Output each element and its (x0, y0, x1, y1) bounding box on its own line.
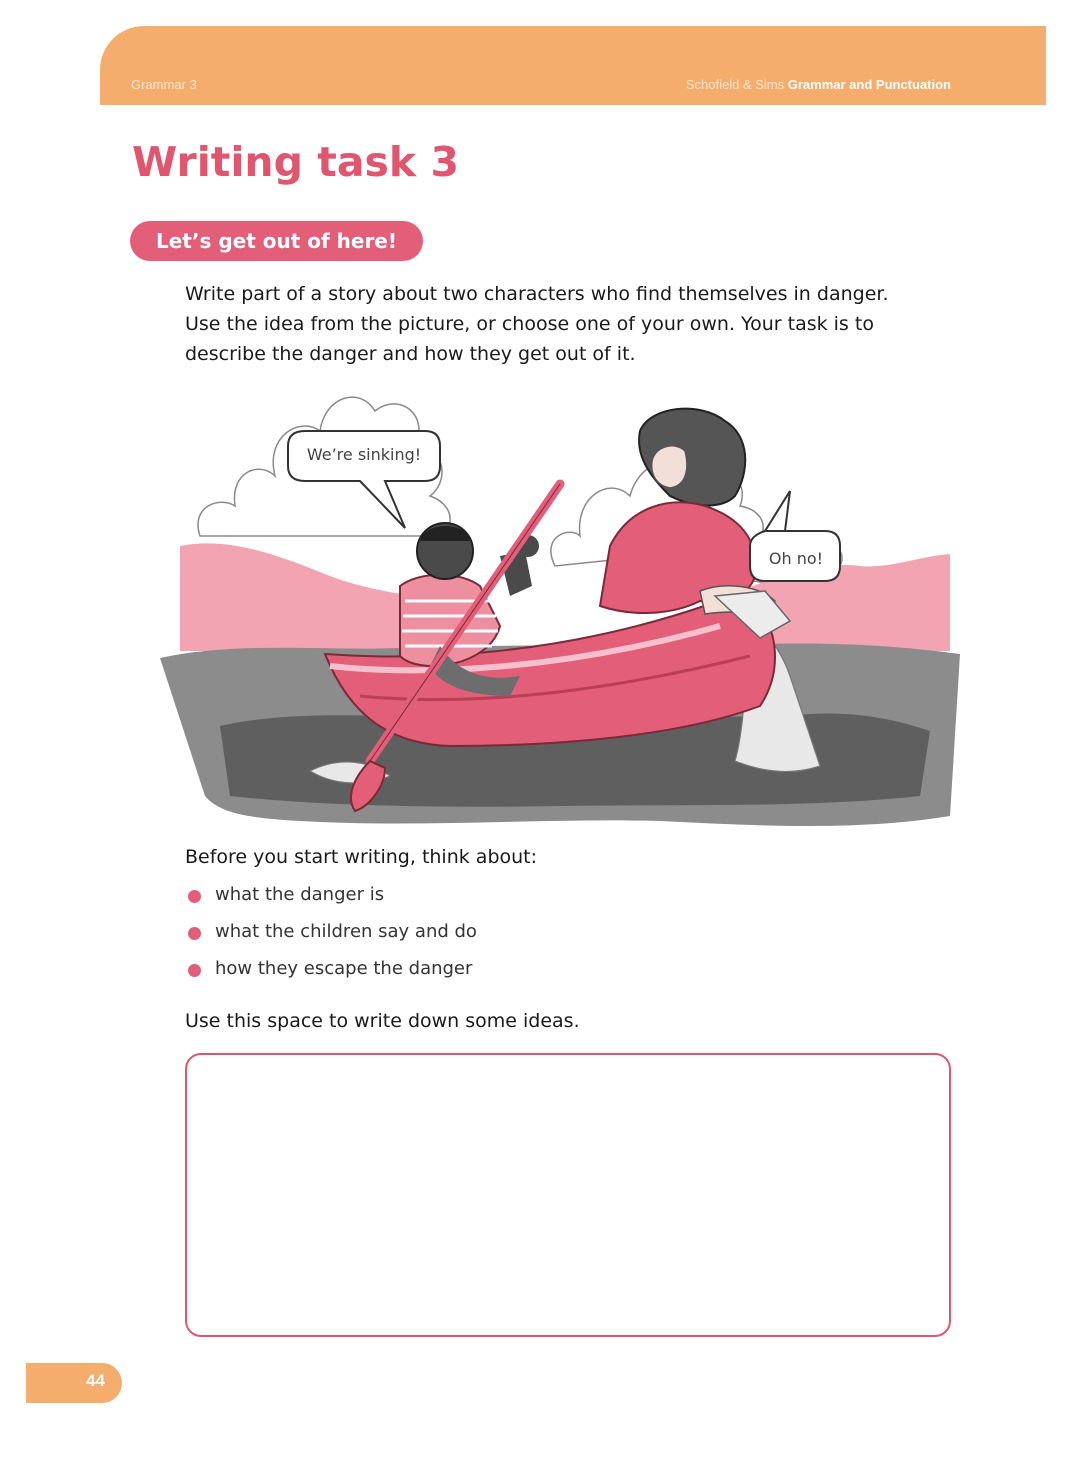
list-item-text: what the danger is (215, 884, 385, 905)
header-series: Grammar and Punctuation (787, 77, 951, 92)
header-band (100, 26, 1046, 105)
list-item-text: what the children say and do (215, 921, 477, 942)
bullet-dot-icon (188, 927, 201, 940)
list-item (185, 921, 477, 958)
bullet-dot-icon (188, 964, 201, 977)
think-heading: Before you start writing, think about: (185, 846, 538, 868)
list-item (185, 884, 477, 921)
page-number: 44 (86, 1371, 105, 1390)
header-publisher: Schofield & Sims (685, 77, 785, 92)
speech-bubble-boy-text: We’re sinking! (306, 445, 422, 464)
speech-bubble-girl-text: Oh no! (768, 549, 824, 568)
bullet-dot-icon (188, 890, 201, 903)
subtitle-pill: Let’s get out of here! (130, 221, 423, 261)
list-item-text: how they escape the danger (215, 958, 473, 979)
speech-bubble-girl (750, 491, 840, 581)
think-list (185, 884, 477, 995)
page-number-tab (26, 1363, 122, 1403)
header-section: Grammar 3 (131, 77, 197, 92)
boat-illustration (160, 376, 960, 836)
list-item (185, 958, 477, 995)
intro-text: Write part of a story about two characters who find themselves in danger. Use the idea from the picture, or choose one of your own. Your task is to describe the danger and how they get out of it. (185, 283, 889, 365)
page-title: Writing task 3 (132, 138, 459, 186)
header-publisher-line (686, 77, 951, 92)
ideas-heading: Use this space to write down some ideas. (185, 1010, 580, 1032)
ideas-writing-box[interactable] (185, 1053, 951, 1337)
